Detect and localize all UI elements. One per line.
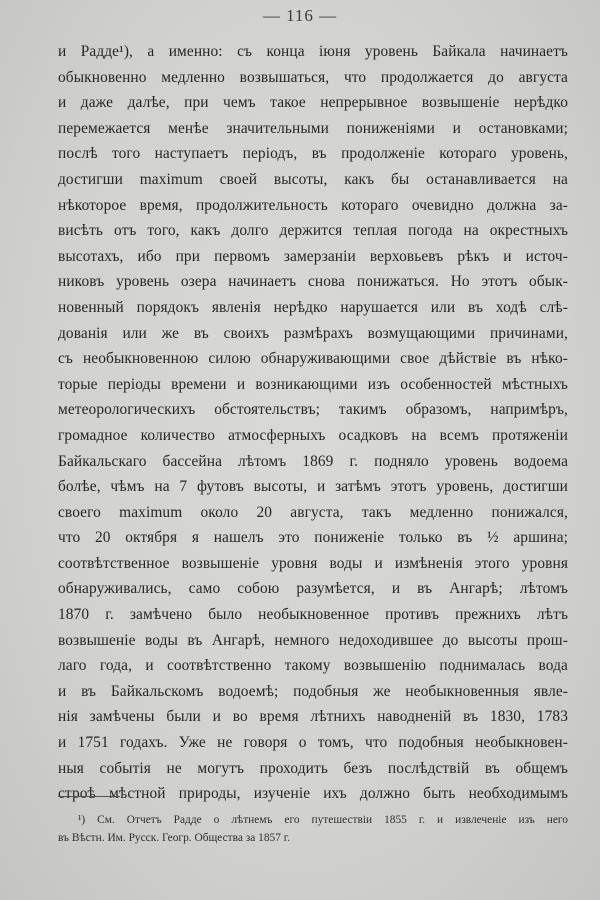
body-line: громадное количество атмосферныхъ осадковъ на всемъ протяженіи	[58, 426, 568, 444]
body-line: что 20 октября я нашелъ это пониженіе только въ ½ аршина;	[58, 529, 568, 547]
body-line: нія замѣчены были и во время лѣтнихъ наводненій въ 1830, 1783	[58, 708, 568, 726]
body-line: болѣе, чѣмъ на 7 футовъ высоты, и затѣмъ этотъ уровень, достигши	[58, 478, 568, 496]
body-line: висѣть отъ того, какъ долго держится теплая погода на окрестныхъ	[58, 222, 568, 240]
body-line: обыкновенно медленно возвышаться, что продолжается до августа	[58, 68, 568, 86]
body-line: и Радде¹), а именно: съ конца іюня уровень Байкала начинаетъ	[58, 43, 568, 60]
body-line: послѣ того наступаетъ періодъ, въ продолженіе котораго уровень,	[58, 145, 568, 163]
footnote-divider	[58, 796, 120, 797]
body-line: метеорологическихъ обстоятельствъ; такимъ образомъ, напримѣръ,	[58, 401, 568, 419]
body-line: съ необыкновенною силою обнаруживающими свое дѣйствіе въ нѣко-	[58, 350, 568, 368]
body-line: новенный порядокъ явленія нерѣдко нарушается или въ ходѣ слѣ-	[58, 298, 568, 316]
body-line: нѣкоторое время, продолжительность котораго очевидно должна за-	[58, 196, 568, 214]
body-line: и 1751 годахъ. Уже не говоря о томъ, что подобныя необыкновен-	[58, 734, 568, 752]
body-text	[58, 39, 568, 807]
body-line: строѣ мѣстной природы, изученіе ихъ должно быть необходимымъ	[58, 785, 568, 803]
footnote-line: ¹) См. Отчетъ Радде о лѣтнемъ его путешествіи 1855 г. и извлеченіе изъ него	[78, 814, 568, 826]
body-line: дованія или же въ своихъ размѣрахъ возмущающими причинами,	[58, 324, 568, 342]
body-line: никовъ уровень озера начинаетъ снова понижаться. Но этотъ обык-	[58, 273, 568, 291]
body-line: своего maximum около 20 августа, такъ медленно понижался,	[58, 503, 568, 521]
body-line: лаго года, и соотвѣтственно такому возвышенію поднималась вода	[58, 657, 568, 675]
page-number: — 116 —	[262, 6, 338, 25]
body-line: перемежается менѣе значительными пониженіями и остановками;	[58, 119, 568, 137]
body-line: Байкальскаго бассейна лѣтомъ 1869 г. подняло уровень водоема	[58, 452, 568, 470]
body-line: соотвѣтственное возвышеніе уровня воды и измѣненія этого уровня	[58, 554, 568, 572]
body-line: обнаруживались, само собою разумѣется, и въ Ангарѣ; лѣтомъ	[58, 580, 568, 598]
body-line: и въ Байкальскомъ водоемѣ; подобныя же необыкновенныя явле-	[58, 682, 568, 700]
body-line: ныя событія не могутъ проходить безъ послѣдствій въ общемъ	[58, 759, 568, 777]
body-line: высотахъ, ибо при первомъ замерзаніи верховьевъ рѣкъ и источ-	[58, 247, 568, 265]
footnote-line: въ Вѣстн. Им. Русск. Геогр. Общества за 1857 г.	[58, 832, 291, 844]
body-line: торые періоды времени и возникающими изъ особенностей мѣстныхъ	[58, 375, 568, 393]
body-line: 1870 г. замѣчено было необыкновенное противъ прежнихъ лѣтъ	[58, 606, 568, 624]
body-line: достигши maximum своей высоты, какъ бы останавливается на	[58, 170, 568, 188]
footnotes	[58, 811, 568, 847]
body-line: и даже далѣе, при чемъ такое непрерывное возвышеніе нерѣдко	[58, 94, 568, 112]
body-line: возвышеніе воды въ Ангарѣ, немного недоходившее до высоты прош-	[58, 631, 568, 649]
